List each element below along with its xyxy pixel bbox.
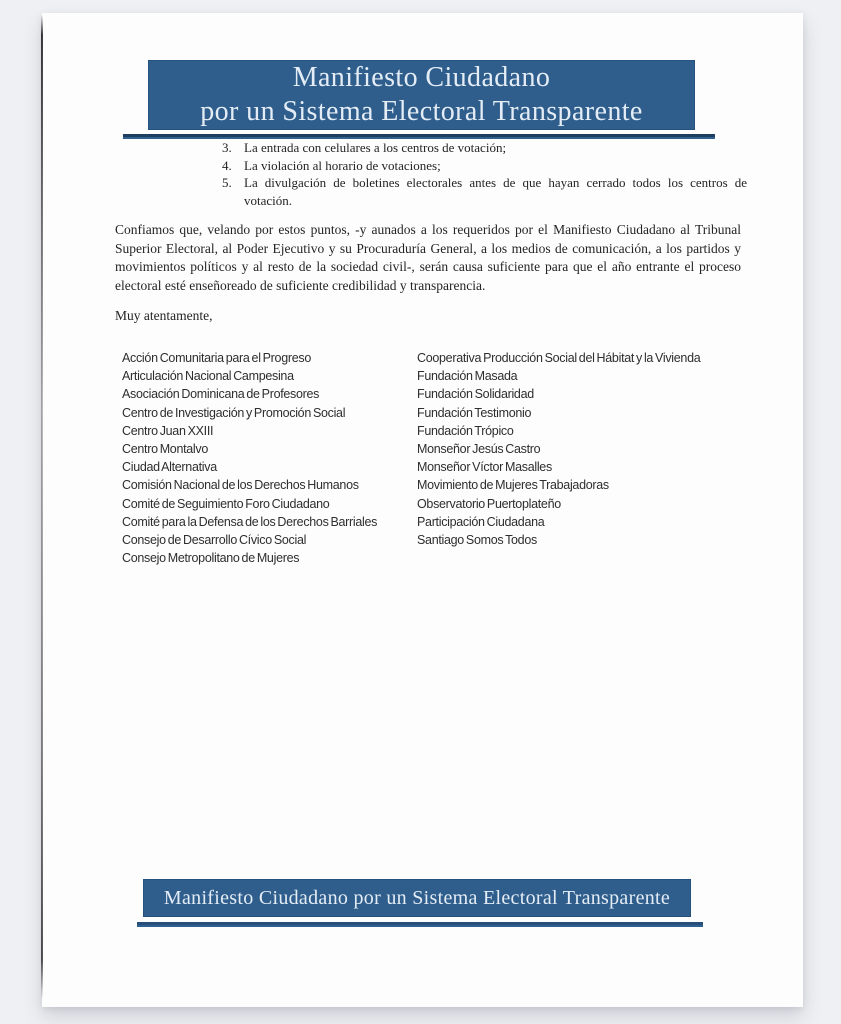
signatory-name: Observatorio Puertoplateño — [417, 496, 561, 511]
list-item-text: La entrada con celulares a los centros de votación; — [244, 140, 507, 155]
signatory-name: Acción Comunitaria para el Progreso — [122, 351, 311, 365]
header-banner-line1: Manifiesto Ciudadano — [292, 62, 551, 93]
list-item-number: 4. — [222, 157, 232, 173]
list-item — [222, 157, 747, 175]
list-item-text: La divulgación de boletines electorales antes de que hayan cerrado todos los centros de votación. — [244, 175, 747, 208]
header-banner-line2: por un Sistema Electoral Transparente — [200, 96, 643, 127]
signatory-name: Comité para la Defensa de los Derechos Barriales — [122, 514, 378, 529]
signatory-name: Comité de Seguimiento Foro Ciudadano — [122, 496, 330, 511]
signatory-name: Consejo de Desarrollo Cívico Social — [122, 533, 307, 548]
signatories-right-column — [417, 349, 700, 549]
signatory-name: Asociación Dominicana de Profesores — [122, 387, 320, 402]
footer-banner-text: Manifiesto Ciudadano por un Sistema Electoral Transparente — [163, 886, 671, 909]
signatory-name: Fundación Masada — [417, 369, 518, 384]
signatory-name: Cooperativa Producción Social del Hábitat y la Vivienda — [417, 351, 701, 365]
scanned-page — [42, 13, 803, 1007]
signatory-name: Santiago Somos Todos — [417, 533, 537, 548]
list-item — [222, 139, 747, 157]
signatory-name: Fundación Solidaridad — [417, 387, 534, 402]
list-item-number: 5. — [222, 175, 232, 191]
signatory-name: Ciudad Alternativa — [122, 460, 217, 475]
footer-double-rule — [137, 922, 703, 927]
header-banner — [148, 60, 695, 130]
signatory-name: Centro Juan XXIII — [122, 423, 214, 438]
signatory-name: Fundación Trópico — [417, 423, 514, 438]
body-paragraph: Confiamos que, velando por estos puntos, -y aunados a los requeridos por el Manifiesto Ciudadano al Tribunal Superior Electoral, al Poder Ejecutivo y su Procuraduría General, a los medios de comunicación, a los partidos y movimientos políticos y al resto de la sociedad civil-, serán causa suficiente para que el año entrante el proceso electoral esté enseñoreado de suficiente credibilidad y transparencia. — [115, 222, 741, 293]
signatory-name: Centro de Investigación y Promoción Social — [122, 405, 346, 420]
salutation: Muy atentamente, — [115, 308, 213, 323]
signatory-name: Comisión Nacional de los Derechos Humanos — [122, 478, 359, 493]
list-item — [222, 174, 747, 209]
numbered-list — [222, 139, 747, 209]
signatory-name: Centro Montalvo — [122, 442, 209, 457]
signatory-name: Fundación Testimonio — [417, 405, 532, 420]
signatory-name: Monseñor Jesús Castro — [417, 442, 541, 457]
signatory-name: Monseñor Víctor Masalles — [417, 460, 552, 475]
signatories-left-column — [122, 349, 377, 567]
list-item-number: 3. — [222, 140, 232, 155]
signatory-name: Participación Ciudadana — [417, 514, 545, 529]
signatory-name: Articulación Nacional Campesina — [122, 369, 294, 384]
signatory-name: Movimiento de Mujeres Trabajadoras — [417, 478, 609, 493]
list-item-text: La violación al horario de votaciones; — [244, 157, 441, 173]
signatory-name: Consejo Metropolitano de Mujeres — [122, 551, 300, 566]
footer-banner — [143, 879, 691, 917]
